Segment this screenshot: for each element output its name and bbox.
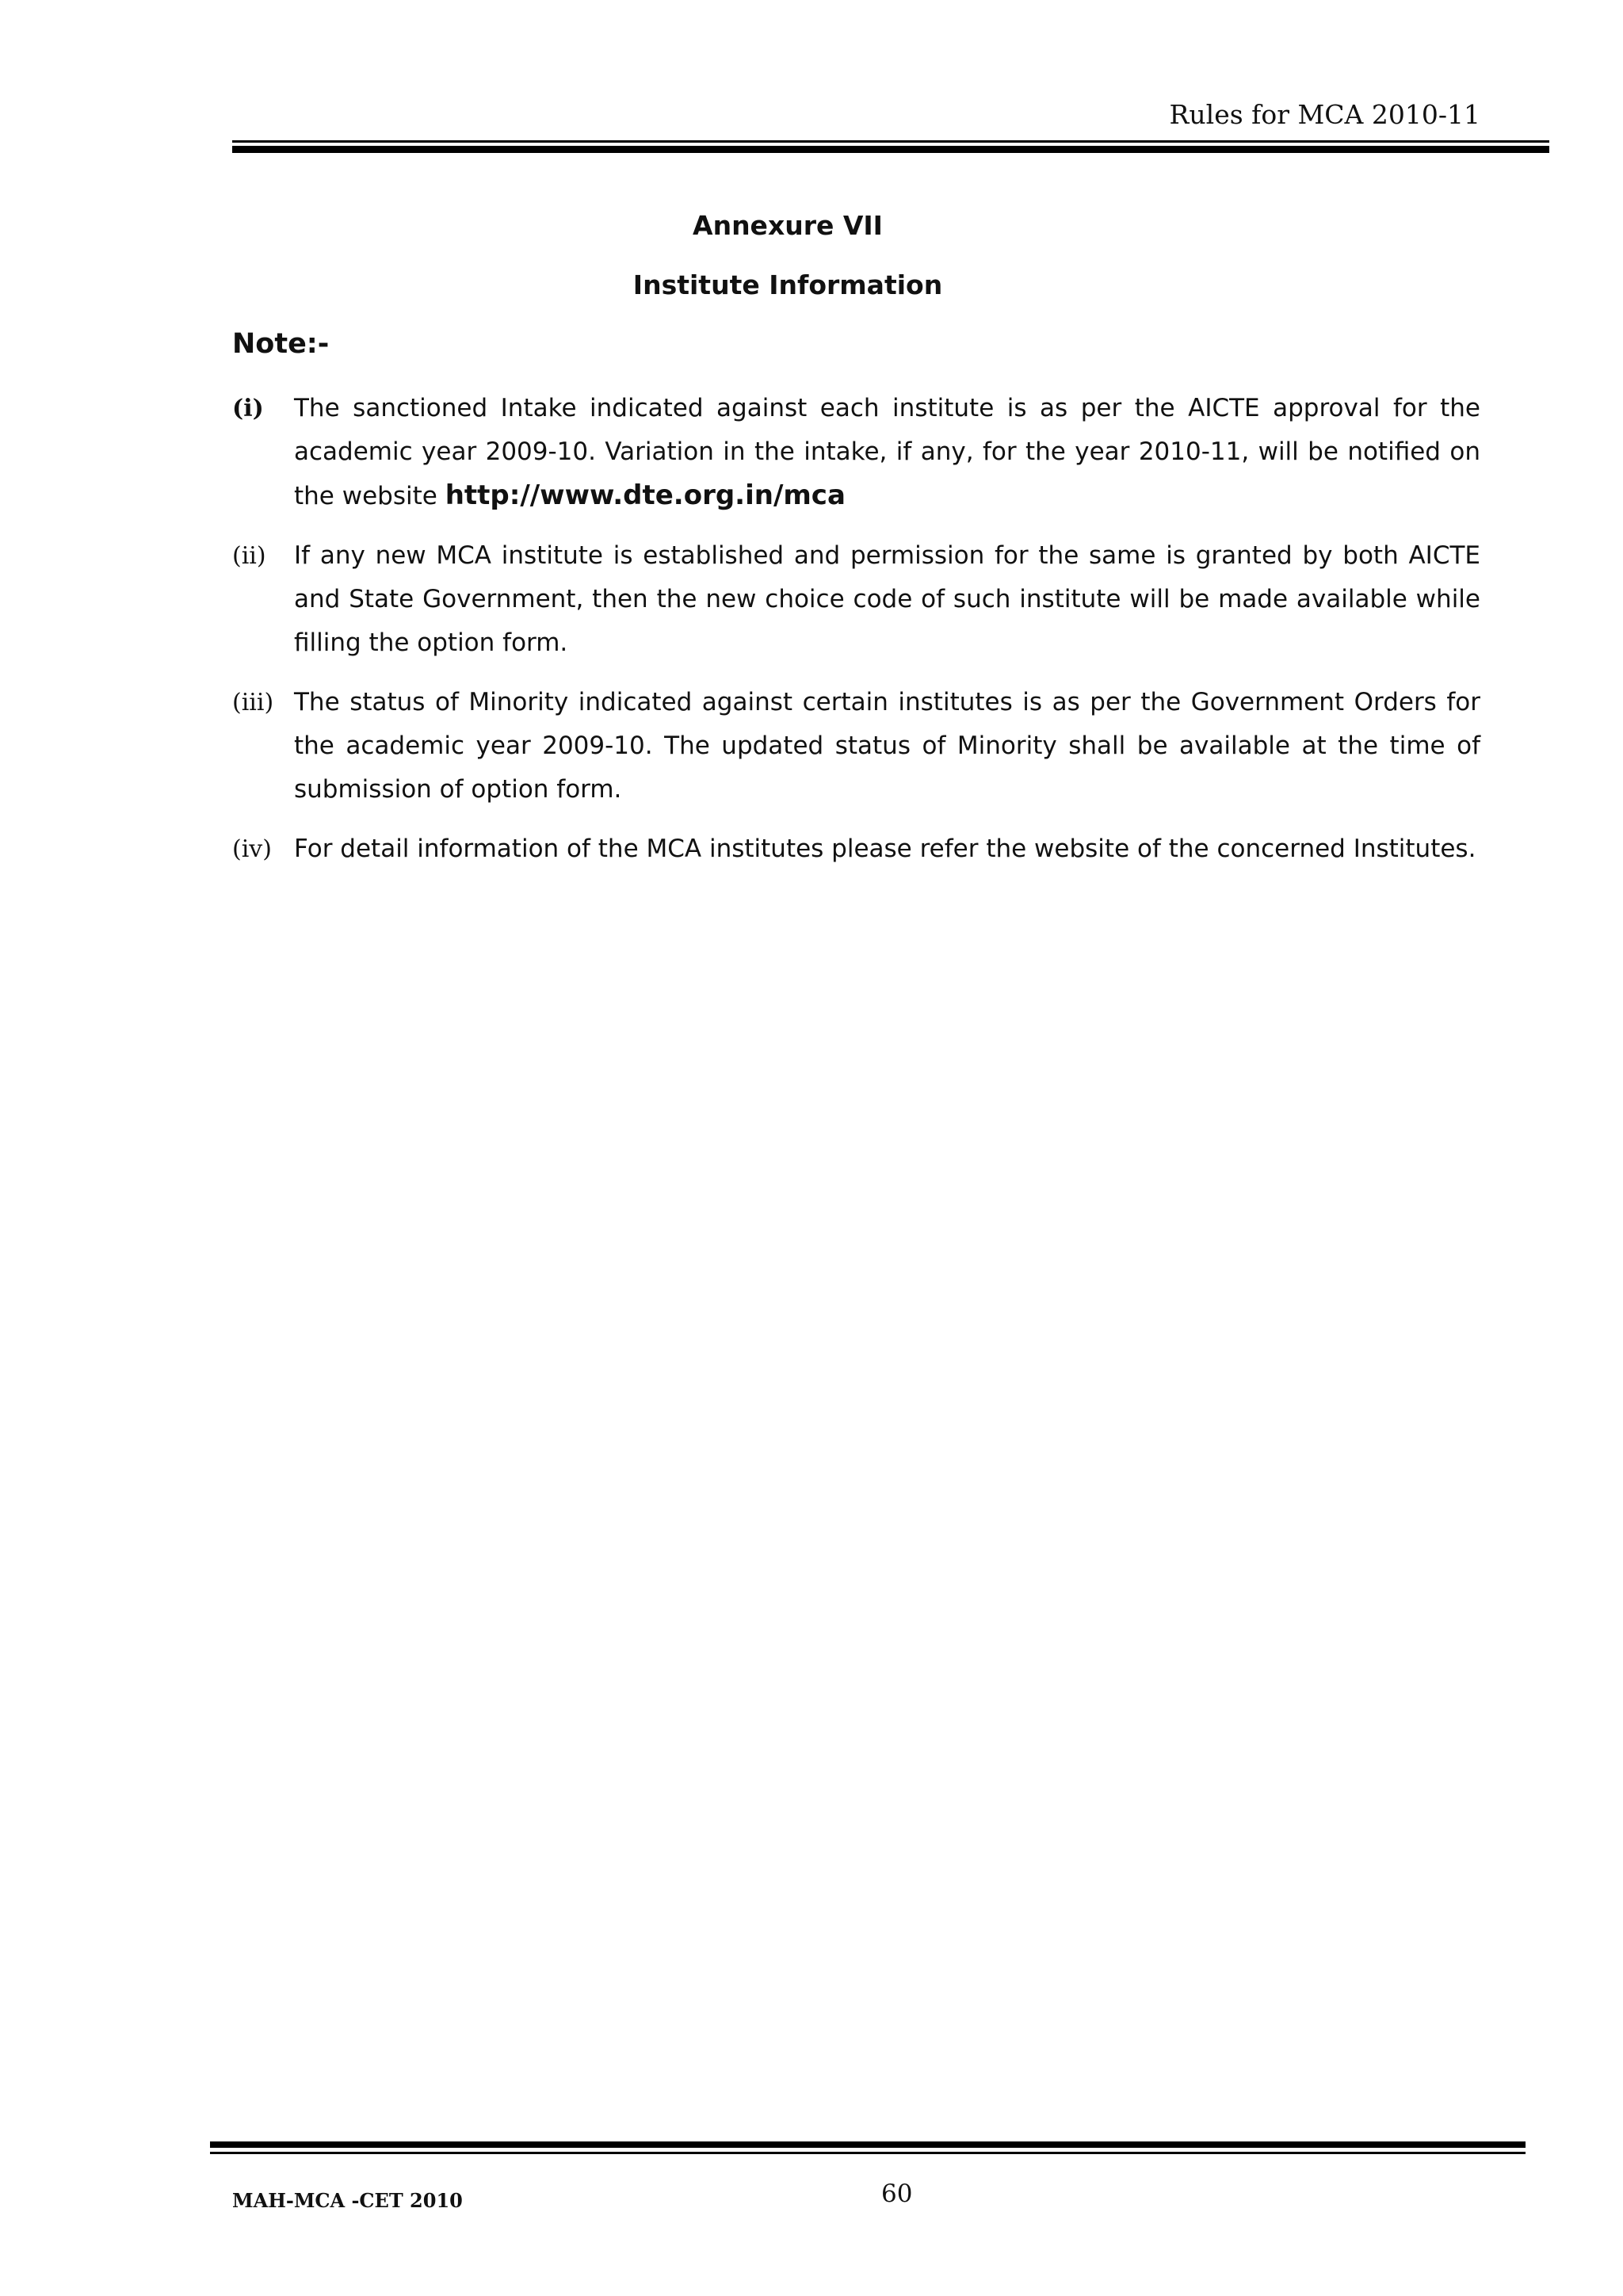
footer-exam-name: MAH-MCA -CET 2010 — [232, 2189, 463, 2212]
note-number: (iv) — [232, 835, 272, 863]
note-text-body: The sanctioned Intake indicated against each institute is as per the AICTE approval for the academic year 2009-10. Variation in the intake, if any, for the year 2010-11, will be notified on the website — [294, 394, 1480, 510]
header-rule-thick — [232, 146, 1549, 153]
footer-rule-thick — [210, 2141, 1526, 2148]
annexure-title: Annexure VII — [693, 210, 883, 241]
note-label: Note:- — [232, 328, 330, 360]
running-title: Rules for MCA 2010-11 — [1169, 99, 1480, 130]
header-rule-thin — [232, 140, 1549, 143]
footer-rule-thin — [210, 2152, 1526, 2154]
note-item — [232, 681, 1480, 812]
note-list — [232, 387, 1480, 887]
note-item — [232, 534, 1480, 665]
note-item — [232, 827, 1480, 871]
page-number: 60 — [881, 2179, 913, 2208]
note-number: (iii) — [232, 689, 274, 716]
website-link[interactable]: http://www.dte.org.in/mca — [445, 479, 846, 511]
note-text: The status of Minority indicated against certain institutes is as per the Government Orders for the academic year 2009-10. The updated status of Minority shall be available at the time of submission of option form. — [294, 688, 1480, 804]
annexure-subtitle: Institute Information — [632, 269, 943, 300]
note-item — [232, 387, 1480, 518]
note-text — [294, 387, 1480, 518]
note-number: (i) — [232, 395, 264, 422]
note-number: (ii) — [232, 542, 266, 570]
note-text: For detail information of the MCA institutes please refer the website of the concerned Institutes. — [294, 835, 1476, 863]
note-text: If any new MCA institute is established and permission for the same is granted by both AICTE and State Government, then the new choice code of such institute will be made available while filling the option form. — [294, 541, 1480, 657]
